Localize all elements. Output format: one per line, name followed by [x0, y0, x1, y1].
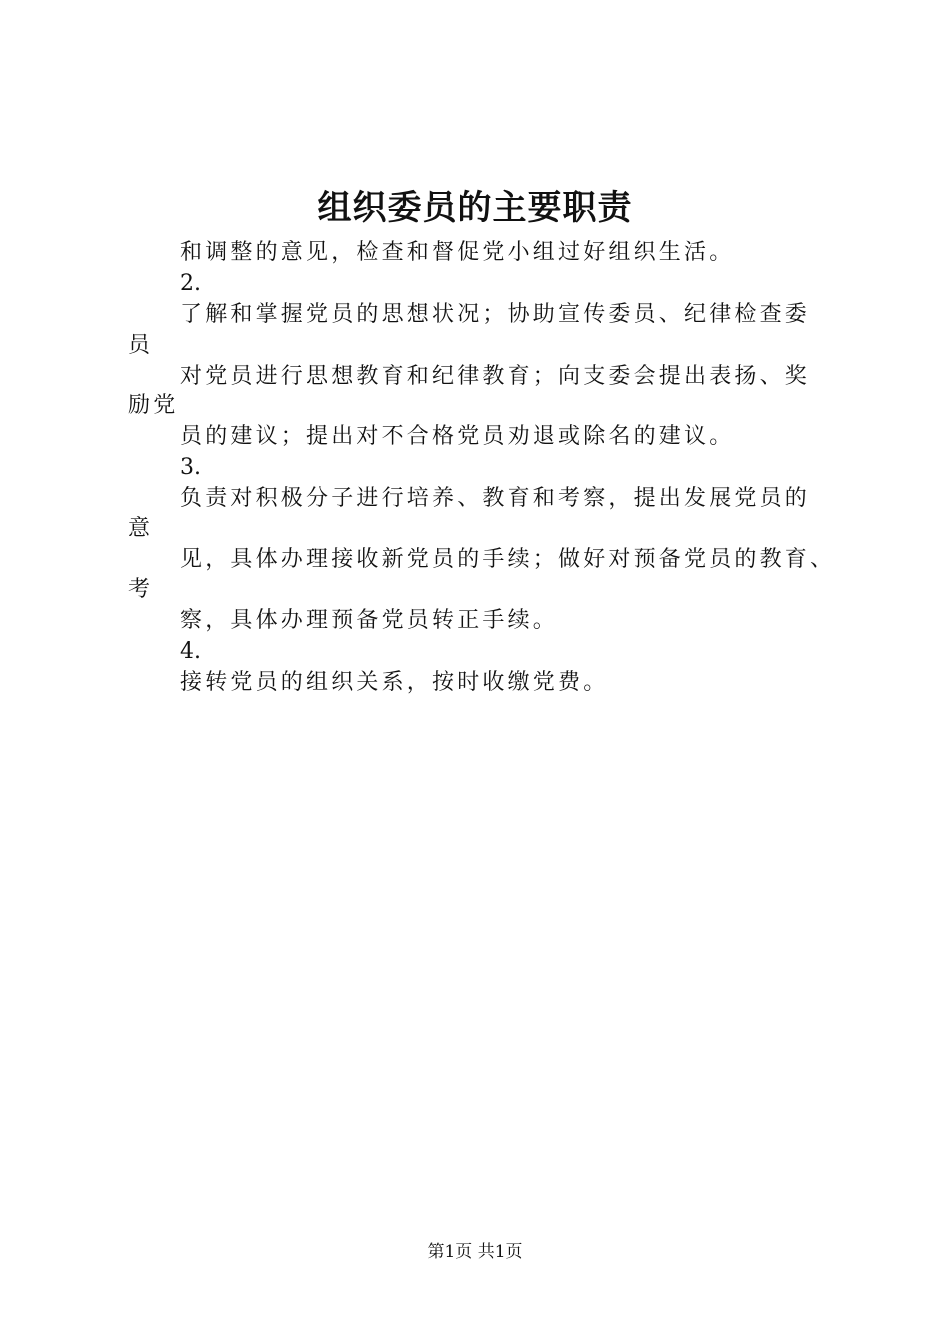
body-line-wrap: 员	[128, 333, 154, 358]
body-line: 察，具体办理预备党员转正手续。	[180, 608, 559, 633]
item-number: 2.	[180, 271, 201, 296]
body-line-wrap: 意	[128, 516, 154, 541]
body-line: 接转党员的组织关系，按时收缴党费。	[180, 670, 609, 695]
body-line: 了解和掌握党员的思想状况；协助宣传委员、纪律检查委	[180, 302, 811, 327]
page-footer: 第1页 共1页	[427, 1242, 523, 1262]
document-title: 组织委员的主要职责	[317, 188, 633, 228]
body-line: 员的建议；提出对不合格党员劝退或除名的建议。	[180, 424, 735, 449]
item-number: 3.	[180, 455, 201, 480]
item-number: 4.	[180, 639, 201, 664]
body-line: 见，具体办理接收新党员的手续；做好对预备党员的教育、	[180, 547, 836, 572]
body-line-wrap: 考	[128, 577, 154, 602]
body-line: 负责对积极分子进行培养、教育和考察，提出发展党员的	[180, 486, 811, 511]
body-line: 和调整的意见，检查和督促党小组过好组织生活。	[180, 240, 735, 265]
body-line: 对党员进行思想教育和纪律教育；向支委会提出表扬、奖	[180, 364, 811, 389]
body-line-wrap: 励党	[128, 393, 179, 418]
